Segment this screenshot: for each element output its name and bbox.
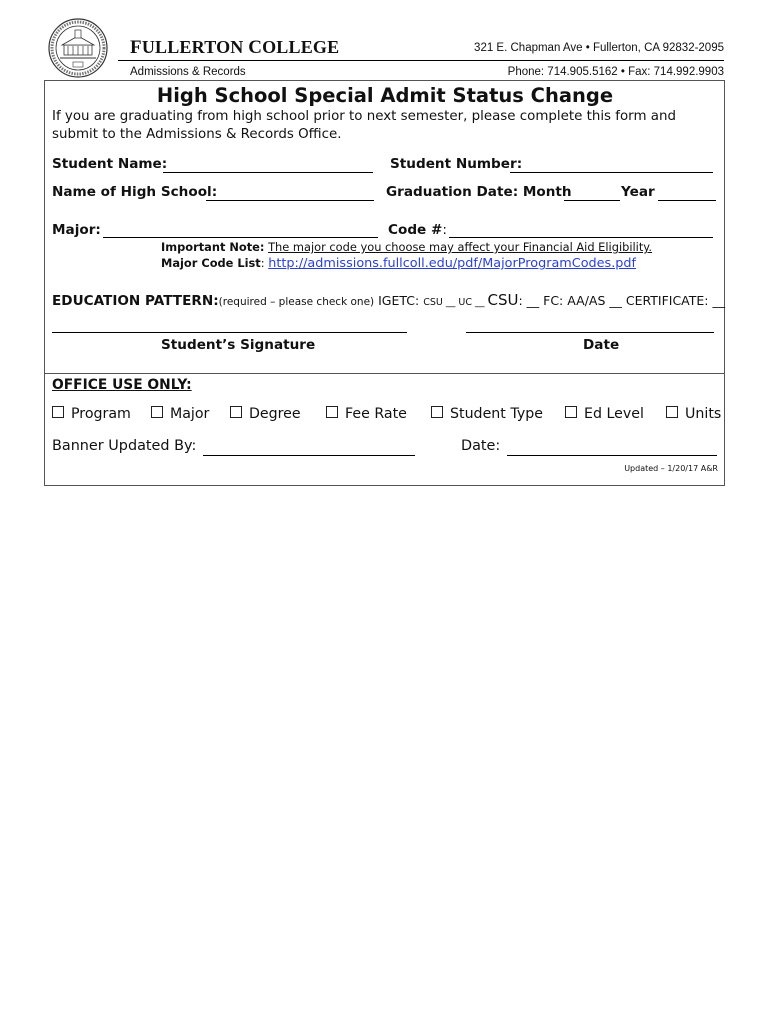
- high-school-field[interactable]: [206, 200, 374, 201]
- department-name: Admissions & Records: [130, 66, 246, 78]
- csu-option[interactable]: CSU: [487, 291, 519, 309]
- igetc-csu-option[interactable]: CSU: [423, 297, 443, 308]
- education-pattern: [52, 291, 725, 309]
- phone-label: Phone:: [507, 66, 545, 78]
- major-code-list-colon: :: [260, 256, 269, 270]
- checkbox-icon[interactable]: [666, 406, 678, 418]
- igetc-uc-option[interactable]: __ UC __: [442, 297, 488, 308]
- office-option-label: Degree: [249, 406, 301, 422]
- important-note: [161, 240, 652, 254]
- office-option-label: Fee Rate: [345, 406, 407, 422]
- major-label: Major:: [52, 222, 101, 238]
- fc-certificate-options[interactable]: : __ FC: AA/AS __ CERTIFICATE: __: [518, 293, 725, 308]
- checkbox-icon[interactable]: [431, 406, 443, 418]
- office-section-divider: [44, 373, 725, 374]
- igetc-option[interactable]: IGETC:: [374, 293, 424, 308]
- office-option-label: Program: [71, 406, 131, 422]
- office-option-major[interactable]: [151, 406, 209, 422]
- college-name-initial: C: [248, 37, 263, 58]
- code-label-colon: :: [442, 222, 447, 238]
- office-option-units[interactable]: [666, 406, 721, 422]
- phone-number: 714.905.5162 •: [544, 66, 629, 78]
- major-field[interactable]: [103, 237, 378, 238]
- graduation-date-text: Graduation Date: [386, 184, 513, 200]
- office-option-label: Units: [685, 406, 722, 422]
- signature-date-label: Date: [583, 337, 620, 353]
- office-option-student-type[interactable]: [431, 406, 543, 422]
- graduation-month-label: : Month: [512, 184, 572, 200]
- graduation-year-field[interactable]: [658, 200, 716, 201]
- form-title: High School Special Admit Status Change: [156, 84, 614, 107]
- major-code-list-label: Major Code List: [161, 256, 261, 270]
- major-code-list: [161, 256, 636, 271]
- header-rule: [118, 60, 724, 61]
- student-name-field[interactable]: [163, 172, 373, 173]
- updated-footnote: Updated – 1/20/17 A&R: [624, 464, 718, 473]
- college-name-part: ULLERTON: [141, 37, 249, 57]
- signature-date-field[interactable]: [466, 332, 714, 333]
- student-number-label: Student Number:: [390, 156, 523, 172]
- office-option-fee-rate[interactable]: [326, 406, 407, 422]
- code-field[interactable]: [449, 237, 713, 238]
- office-date-field[interactable]: [507, 455, 717, 456]
- college-name-part: OLLEGE: [262, 37, 340, 57]
- high-school-label: Name of High School:: [52, 184, 218, 200]
- graduation-year-label: Year: [621, 184, 655, 200]
- major-code-list-link[interactable]: http://admissions.fullcoll.edu/pdf/MajorProgramCodes.pdf: [268, 256, 637, 271]
- form-instructions: If you are graduating from high school prior to next semester, please complete this form and submit to the Admissions & Records Office.: [52, 109, 676, 142]
- contact-numbers: [508, 66, 724, 78]
- office-option-label: Major: [170, 406, 210, 422]
- office-use-title: OFFICE USE ONLY:: [52, 377, 192, 393]
- college-seal-logo: [48, 18, 108, 78]
- graduation-month-field[interactable]: [564, 200, 620, 201]
- office-option-ed-level[interactable]: [565, 406, 644, 422]
- checkbox-icon[interactable]: [151, 406, 163, 418]
- banner-updated-label: Banner Updated By:: [52, 438, 197, 454]
- graduation-date-label: [386, 184, 572, 200]
- college-address: 321 E. Chapman Ave • Fullerton, CA 92832-2095: [474, 42, 724, 54]
- office-date-label: Date:: [461, 438, 501, 454]
- office-option-label: Ed Level: [584, 406, 644, 422]
- college-name-initial: F: [130, 37, 142, 58]
- education-pattern-hint: (required – please check one): [218, 296, 375, 308]
- checkbox-icon[interactable]: [565, 406, 577, 418]
- office-option-degree[interactable]: [230, 406, 301, 422]
- student-name-label: Student Name:: [52, 156, 168, 172]
- fax-label: Fax:: [628, 66, 651, 78]
- code-label-text: Code #: [388, 222, 443, 238]
- important-note-label: Important Note:: [161, 240, 265, 254]
- college-name: [130, 37, 339, 59]
- fax-number: 714.992.9903: [650, 66, 724, 78]
- important-note-text: The major code you choose may affect your Financial Aid Eligibility.: [268, 240, 653, 254]
- office-option-program[interactable]: [52, 406, 131, 422]
- signature-field[interactable]: [52, 332, 407, 333]
- signature-label: Student’s Signature: [161, 337, 316, 353]
- student-number-field[interactable]: [510, 172, 713, 173]
- checkbox-icon[interactable]: [230, 406, 242, 418]
- banner-updated-field[interactable]: [203, 455, 415, 456]
- checkbox-icon[interactable]: [52, 406, 64, 418]
- checkbox-icon[interactable]: [326, 406, 338, 418]
- code-label: [388, 222, 447, 238]
- education-pattern-label: EDUCATION PATTERN:: [52, 293, 219, 309]
- office-option-label: Student Type: [450, 406, 543, 422]
